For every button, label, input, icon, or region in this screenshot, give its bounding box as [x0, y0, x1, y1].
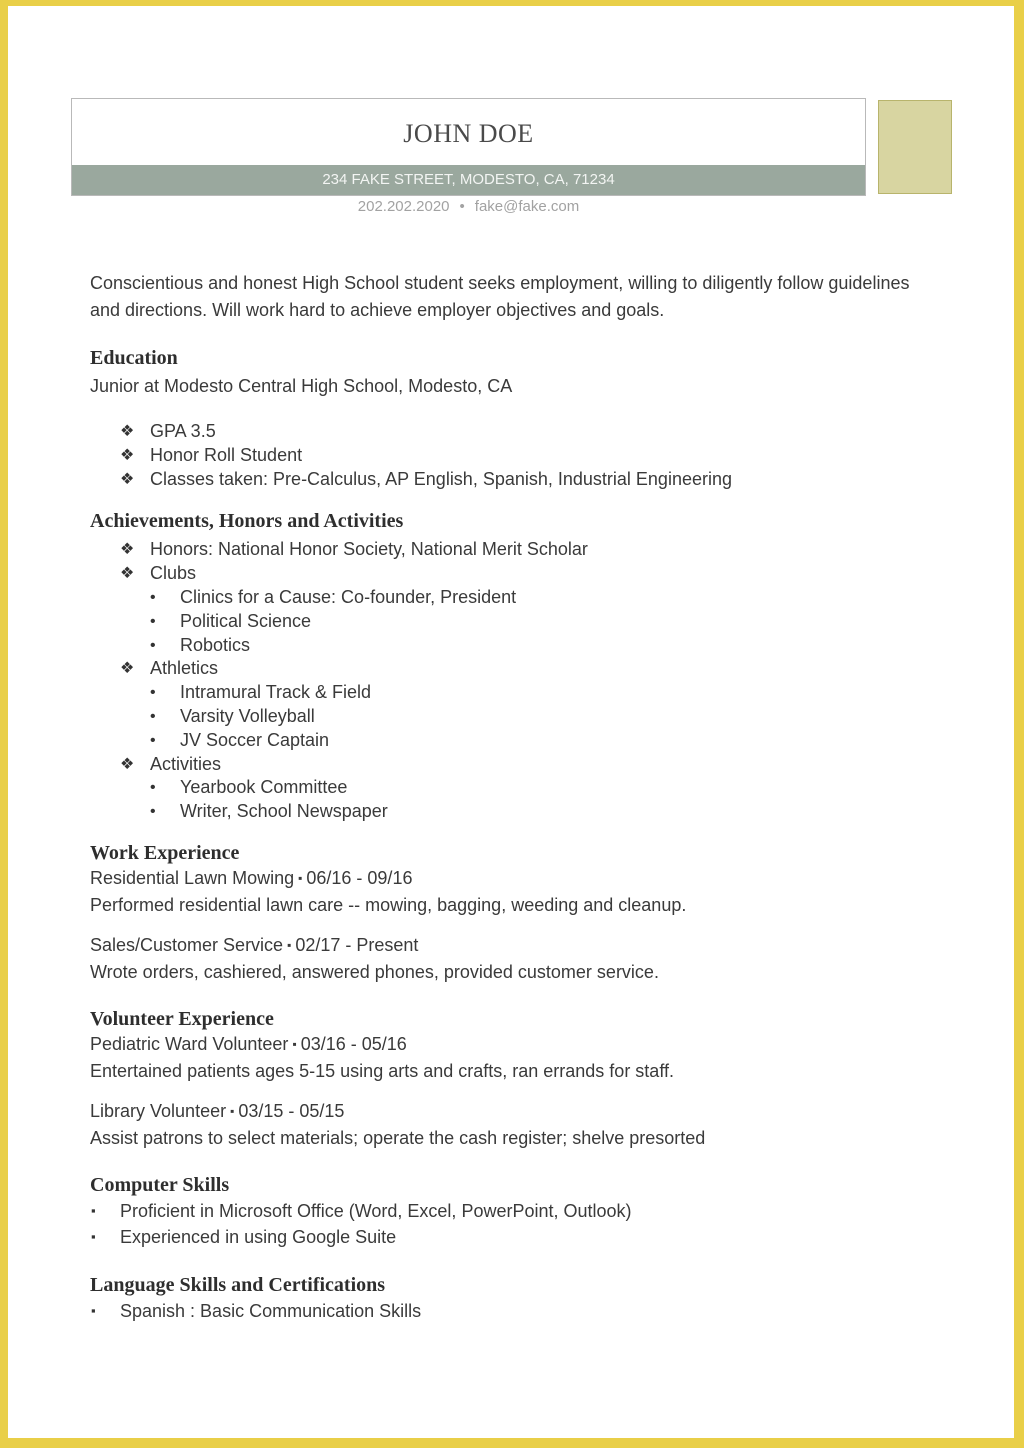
volunteer-entry: [90, 1099, 910, 1151]
resume-body: [90, 270, 910, 1324]
volunteer-heading: Volunteer Experience: [90, 1007, 274, 1030]
list-item: ▪ Spanish : Basic Communication Skills: [90, 1298, 910, 1325]
volunteer-title-line: [90, 1032, 910, 1059]
work-entry: [90, 933, 910, 985]
list-item: ❖ Activities: [90, 753, 910, 777]
computer-skills-heading: Computer Skills: [90, 1173, 230, 1196]
volunteer-title: Library Volunteer: [90, 1100, 227, 1121]
sub-list-item: • Intramural Track & Field: [90, 681, 910, 705]
language-skills-list: [90, 1298, 910, 1325]
computer-skills-list: [90, 1198, 910, 1251]
language-skills-heading: Language Skills and Certifications: [90, 1273, 386, 1296]
diamond-bullet-icon: ❖: [120, 660, 135, 678]
contact-line: [71, 198, 866, 215]
job-title: Sales/Customer Service: [90, 934, 284, 955]
dot-bullet-icon: •: [150, 731, 156, 749]
job-title-line: [90, 933, 910, 960]
square-bullet-icon: ▪: [91, 1229, 96, 1245]
work-entry: [90, 866, 910, 918]
education-list: [90, 420, 910, 491]
education-heading: Education: [90, 347, 178, 369]
sub-list-item: • Varsity Volleyball: [90, 705, 910, 729]
volunteer-description: Entertained patients ages 5-15 using arts and crafts, ran errands for staff.: [90, 1060, 674, 1081]
list-item: ❖ Honor Roll Student: [90, 444, 910, 468]
list-item: ❖ Athletics: [90, 657, 910, 681]
diamond-bullet-icon: ❖: [120, 423, 135, 440]
diamond-bullet-icon: ❖: [120, 565, 135, 583]
contact-separator: •: [459, 198, 465, 215]
diamond-bullet-icon: ❖: [120, 541, 135, 559]
education-school: Junior at Modesto Central High School, Modesto, CA: [90, 376, 513, 396]
date-separator-icon: ▪: [292, 1036, 297, 1051]
list-item: ❖ GPA 3.5: [90, 420, 910, 444]
phone: 202.202.2020: [357, 198, 450, 215]
address-bar: 234 FAKE STREET, MODESTO, CA, 71234: [72, 165, 865, 195]
job-dates: 02/17 - Present: [295, 934, 419, 955]
volunteer-title: Pediatric Ward Volunteer: [90, 1033, 289, 1054]
list-item: ❖ Classes taken: Pre-Calculus, AP English, Spanish, Industrial Engineering: [90, 468, 910, 492]
list-item: ❖ Honors: National Honor Society, National Merit Scholar: [90, 538, 910, 562]
volunteer-description: Assist patrons to select materials; operate the cash register; shelve presorted: [90, 1127, 706, 1148]
diamond-bullet-icon: ❖: [120, 755, 135, 773]
diamond-bullet-icon: ❖: [120, 446, 135, 464]
date-separator-icon: ▪: [230, 1103, 235, 1118]
volunteer-dates: 03/16 - 05/16: [300, 1033, 407, 1054]
square-bullet-icon: ▪: [91, 1202, 96, 1218]
name-header: [71, 98, 866, 196]
diamond-bullet-icon: ❖: [120, 470, 135, 488]
dot-bullet-icon: •: [150, 588, 156, 606]
dot-bullet-icon: •: [150, 636, 156, 654]
date-separator-icon: ▪: [298, 870, 303, 885]
volunteer-entry: [90, 1032, 910, 1084]
list-item: ▪ Experienced in using Google Suite: [90, 1224, 910, 1251]
job-description: Performed residential lawn care -- mowing, bagging, weeding and cleanup.: [90, 894, 687, 915]
list-item: ❖ Clubs: [90, 562, 910, 586]
email: fake@fake.com: [474, 198, 580, 215]
achievements-list: [90, 538, 910, 824]
job-dates: 06/16 - 09/16: [306, 867, 413, 888]
candidate-name: JOHN DOE: [403, 119, 534, 148]
sub-list-item: • Political Science: [90, 610, 910, 634]
sub-list-item: • Clinics for a Cause: Co-founder, President: [90, 586, 910, 610]
job-title: Residential Lawn Mowing: [90, 867, 295, 888]
work-heading: Work Experience: [90, 841, 240, 864]
dot-bullet-icon: •: [150, 684, 156, 702]
objective-text: Conscientious and honest High School student seeks employment, willing to diligently follow guidelines and directions. Will work hard to achieve employer objectives and goals.: [90, 273, 910, 320]
date-separator-icon: ▪: [287, 937, 292, 952]
square-bullet-icon: ▪: [91, 1302, 96, 1318]
dot-bullet-icon: •: [150, 707, 156, 725]
volunteer-dates: 03/15 - 05/15: [238, 1100, 345, 1121]
achievements-heading: Achievements, Honors and Activities: [90, 510, 404, 533]
resume-page: [8, 6, 1014, 1438]
dot-bullet-icon: •: [150, 779, 156, 797]
dot-bullet-icon: •: [150, 612, 156, 630]
accent-box: [878, 100, 952, 194]
volunteer-title-line: [90, 1099, 910, 1126]
job-title-line: [90, 866, 910, 893]
job-description: Wrote orders, cashiered, answered phones, provided customer service.: [90, 961, 659, 982]
sub-list-item: • JV Soccer Captain: [90, 729, 910, 753]
dot-bullet-icon: •: [150, 803, 156, 821]
list-item: ▪ Proficient in Microsoft Office (Word, Excel, PowerPoint, Outlook): [90, 1198, 910, 1225]
sub-list-item: • Robotics: [90, 634, 910, 658]
sub-list-item: • Yearbook Committee: [90, 776, 910, 800]
sub-list-item: • Writer, School Newspaper: [90, 800, 910, 824]
